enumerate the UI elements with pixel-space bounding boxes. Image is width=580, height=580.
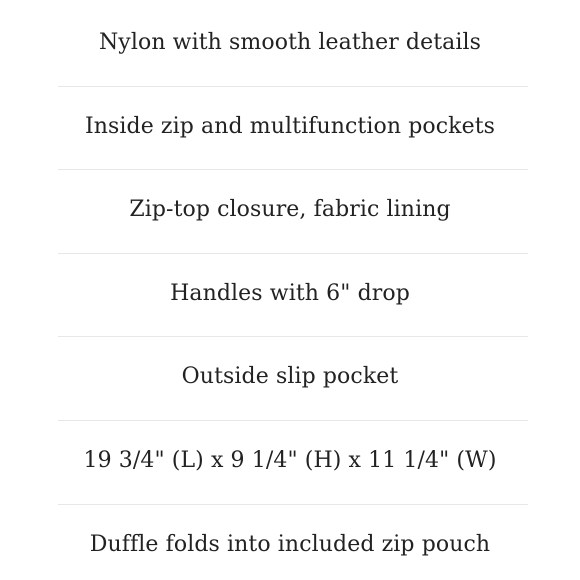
- feature-item-slip-pocket: Outside slip pocket: [181, 364, 399, 389]
- divider: [58, 169, 528, 170]
- feature-item-dimensions: 19 3/4" (L) x 9 1/4" (H) x 11 1/4" (W): [83, 448, 497, 473]
- divider: [58, 86, 528, 87]
- divider: [58, 420, 528, 421]
- feature-item-material: Nylon with smooth leather details: [98, 30, 482, 55]
- feature-item-pouch: Duffle folds into included zip pouch: [89, 532, 491, 557]
- feature-item-closure: Zip-top closure, fabric lining: [129, 197, 451, 222]
- divider: [58, 504, 528, 505]
- divider: [58, 336, 528, 337]
- divider: [58, 253, 528, 254]
- feature-item-handles: Handles with 6" drop: [170, 281, 410, 306]
- feature-item-pockets: Inside zip and multifunction pockets: [84, 114, 496, 139]
